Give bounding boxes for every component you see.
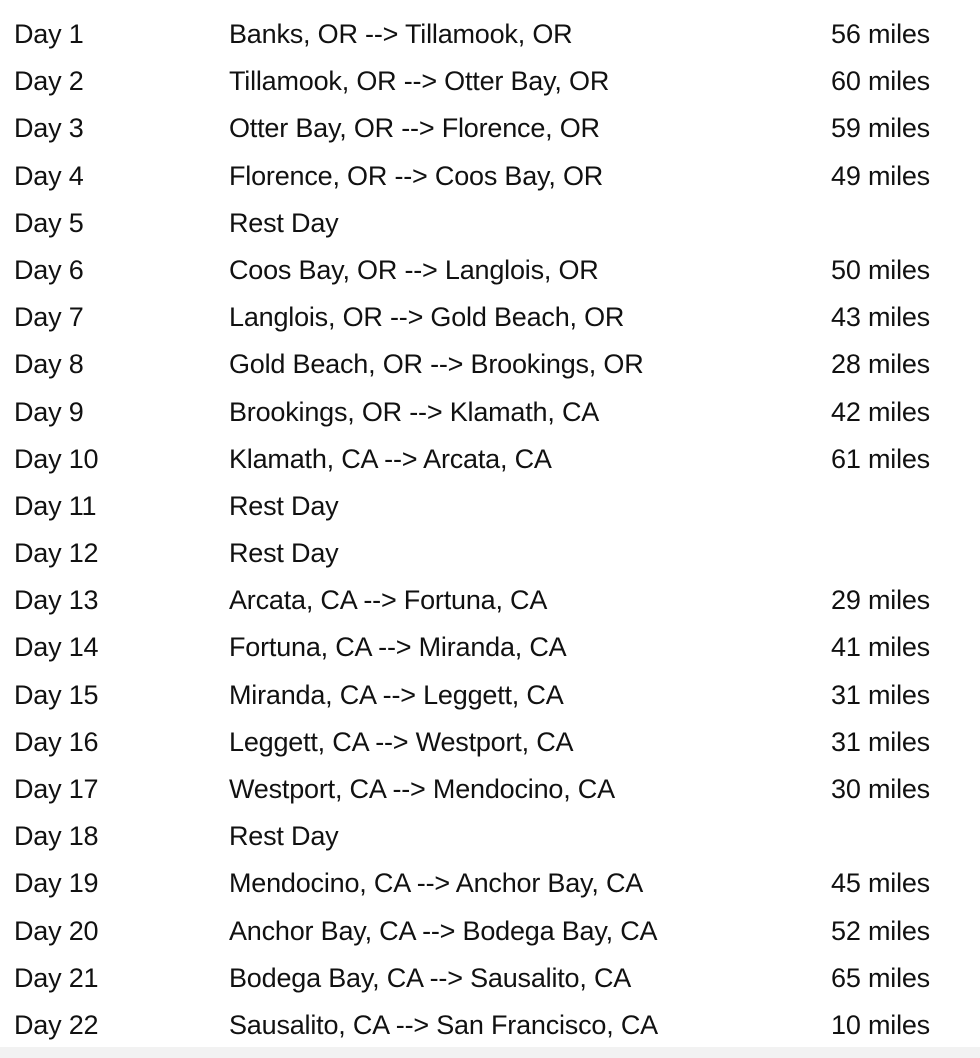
- route-text: Fortuna, CA --> Miranda, CA: [229, 632, 567, 663]
- day-label: Day 9: [14, 396, 84, 427]
- itinerary-row: [0, 719, 980, 766]
- route-text: Langlois, OR --> Gold Beach, OR: [229, 302, 625, 333]
- itinerary-table: [0, 11, 980, 1049]
- route-text: Banks, OR --> Tillamook, OR: [229, 19, 573, 49]
- day-label: Day 17: [14, 774, 99, 804]
- itinerary-row: [0, 955, 980, 1002]
- itinerary-row: [0, 105, 980, 152]
- route-text: Westport, CA --> Mendocino, CA: [229, 774, 615, 804]
- route-text: Gold Beach, OR --> Brookings, OR: [229, 349, 644, 380]
- route-text: Arcata, CA --> Fortuna, CA: [229, 585, 548, 616]
- itinerary-row: [0, 813, 980, 860]
- distance-value: 30 miles: [831, 774, 930, 804]
- itinerary-row: [0, 1002, 980, 1049]
- route-text: Tillamook, OR --> Otter Bay, OR: [229, 66, 610, 97]
- itinerary-row: [0, 247, 980, 294]
- itinerary-row: [0, 436, 980, 483]
- itinerary-row: [0, 766, 980, 813]
- route-text: Leggett, CA --> Westport, CA: [229, 726, 574, 757]
- distance-value: 31 miles: [831, 726, 930, 757]
- route-text: Rest Day: [229, 821, 339, 852]
- distance-value: 45 miles: [831, 868, 930, 899]
- itinerary-row: [0, 294, 980, 341]
- itinerary-row: [0, 58, 980, 105]
- day-label: Day 7: [14, 302, 84, 333]
- route-text: Anchor Bay, CA --> Bodega Bay, CA: [229, 915, 658, 946]
- distance-value: 50 miles: [831, 254, 930, 285]
- day-label: Day 10: [14, 443, 99, 474]
- day-label: Day 15: [14, 679, 99, 710]
- distance-value: 31 miles: [831, 679, 930, 710]
- distance-value: 41 miles: [831, 632, 930, 663]
- distance-value: 52 miles: [831, 915, 930, 946]
- route-text: Rest Day: [229, 490, 339, 521]
- day-label: Day 11: [14, 490, 97, 521]
- day-label: Day 12: [14, 538, 99, 569]
- distance-value: 59 miles: [831, 113, 930, 144]
- day-label: Day 5: [14, 207, 84, 238]
- distance-value: 28 miles: [831, 349, 930, 380]
- day-label: Day 4: [14, 160, 84, 191]
- day-label: Day 19: [14, 868, 99, 899]
- itinerary-row: [0, 860, 980, 907]
- distance-value: 49 miles: [831, 160, 930, 191]
- itinerary-row: [0, 200, 980, 247]
- day-label: Day 8: [14, 349, 84, 380]
- itinerary-row: [0, 577, 980, 624]
- itinerary-row: [0, 153, 980, 200]
- day-label: Day 14: [14, 632, 99, 663]
- day-label: Day 20: [14, 915, 99, 946]
- day-label: Day 3: [14, 113, 84, 144]
- itinerary-row: [0, 672, 980, 719]
- route-text: Rest Day: [229, 207, 339, 238]
- itinerary-row: [0, 389, 980, 436]
- distance-value: 42 miles: [831, 396, 930, 427]
- day-label: Day 18: [14, 821, 99, 852]
- day-label: Day 22: [14, 1009, 99, 1040]
- distance-value: 61 miles: [831, 443, 930, 474]
- distance-value: 65 miles: [831, 962, 930, 993]
- itinerary-row: [0, 11, 980, 58]
- route-text: Sausalito, CA --> San Francisco, CA: [229, 1009, 658, 1040]
- distance-value: 43 miles: [831, 302, 930, 333]
- day-label: Day 6: [14, 254, 84, 285]
- itinerary-row: [0, 341, 980, 388]
- itinerary-row: [0, 624, 980, 671]
- route-text: Bodega Bay, CA --> Sausalito, CA: [229, 962, 632, 993]
- distance-value: 10 miles: [831, 1009, 930, 1040]
- route-text: Brookings, OR --> Klamath, CA: [229, 396, 600, 427]
- distance-value: 56 miles: [831, 19, 930, 49]
- bottom-divider-band: [0, 1047, 980, 1058]
- route-text: Florence, OR --> Coos Bay, OR: [229, 160, 604, 191]
- route-text: Klamath, CA --> Arcata, CA: [229, 443, 552, 474]
- itinerary-row: [0, 530, 980, 577]
- route-text: Miranda, CA --> Leggett, CA: [229, 679, 564, 710]
- route-text: Mendocino, CA --> Anchor Bay, CA: [229, 868, 644, 899]
- route-text: Coos Bay, OR --> Langlois, OR: [229, 254, 599, 285]
- day-label: Day 13: [14, 585, 99, 616]
- itinerary-row: [0, 483, 980, 530]
- itinerary-row: [0, 908, 980, 955]
- day-label: Day 1: [14, 19, 84, 49]
- day-label: Day 21: [14, 962, 99, 993]
- distance-value: 60 miles: [831, 66, 930, 97]
- distance-value: 29 miles: [831, 585, 930, 616]
- route-text: Otter Bay, OR --> Florence, OR: [229, 113, 600, 144]
- route-text: Rest Day: [229, 538, 339, 569]
- day-label: Day 2: [14, 66, 84, 97]
- day-label: Day 16: [14, 726, 99, 757]
